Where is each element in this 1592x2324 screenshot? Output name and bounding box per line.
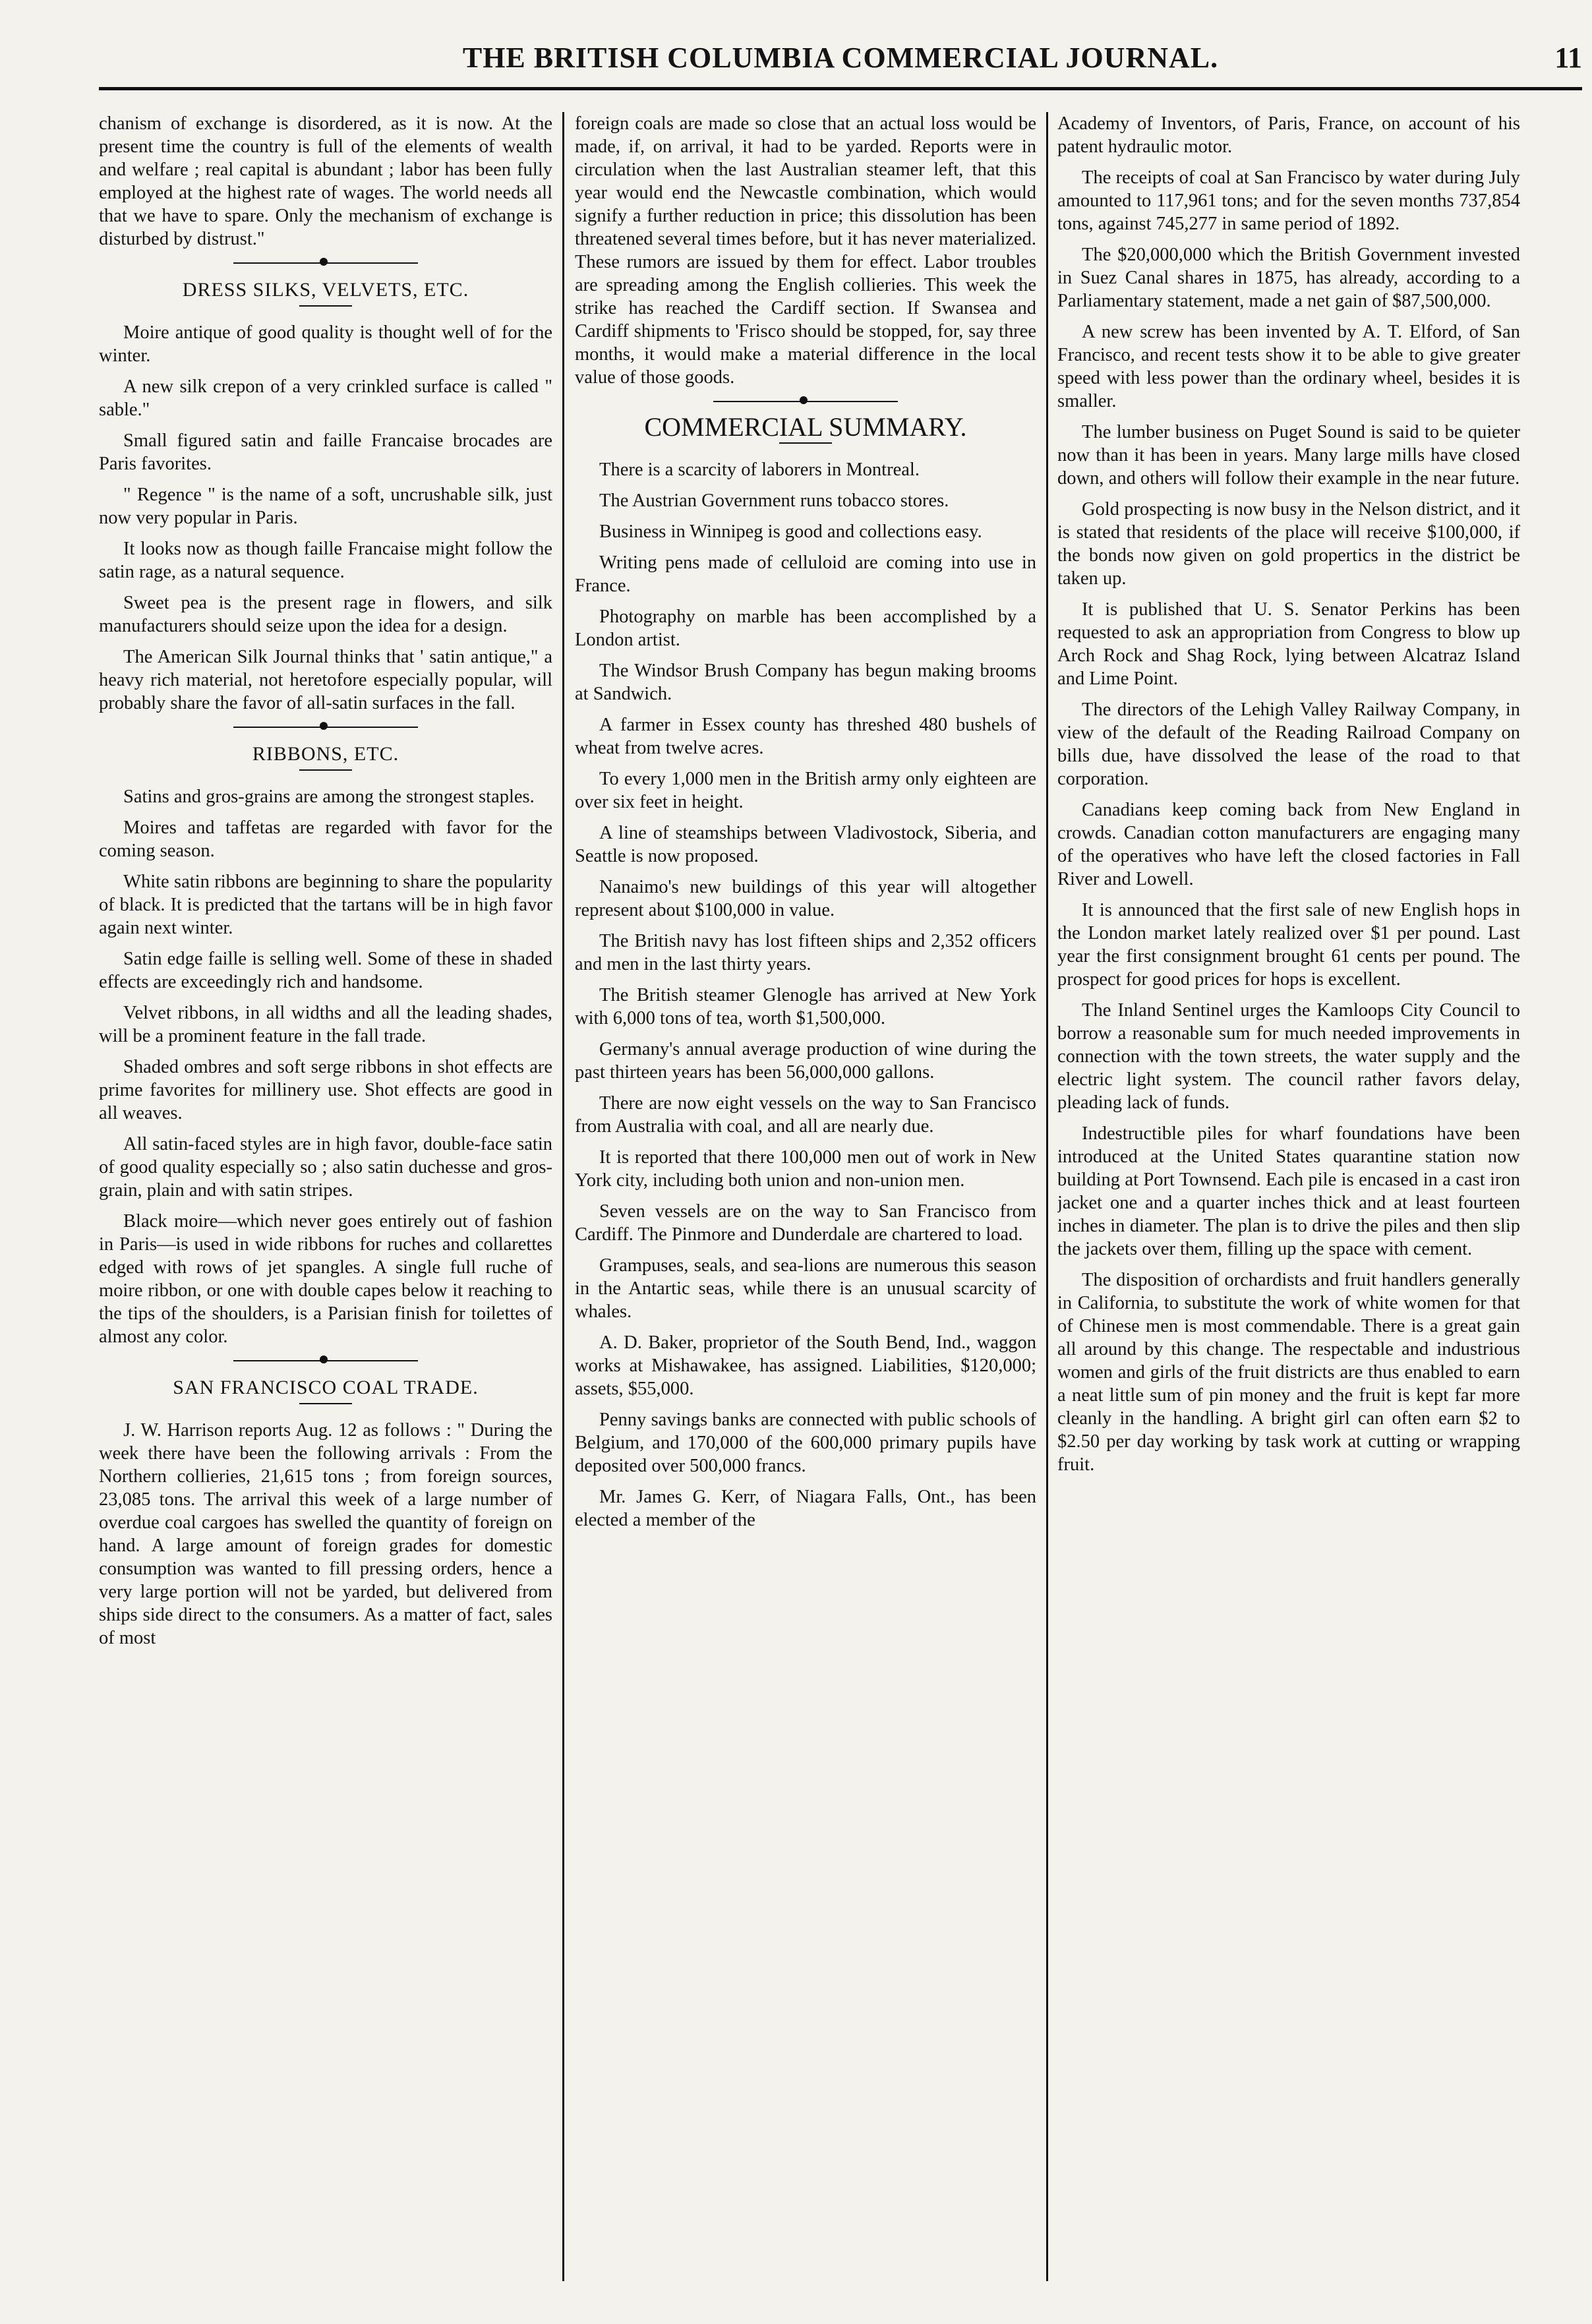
heading-rule <box>299 769 352 771</box>
summary-item: A line of steamships between Vladivostock, Siberia, and Seattle is now proposed. <box>575 823 1036 866</box>
heading-rule <box>779 442 832 444</box>
summary-item: The Windsor Brush Company has begun making brooms at Sandwich. <box>575 661 1036 704</box>
summary-item: The receipts of coal at San Francisco by water during July amounted to 117,961 tons; and for the seven months 737,854 tons, against 745,277 in same period of 1892. <box>1057 167 1520 234</box>
paragraph: J. W. Harrison reports Aug. 12 as follows : " During the week there have been the following arrivals : From the Northern collieries, 21,615 tons ; from foreign sources, 23,085 tons. The arrival this week of a large number of overdue coal cargoes has swelled the quantity of foreign on hand. A large amount of foreign grades for domestic consumption was wanted to fill pressing orders, hence a very large portion will not be yarded, but delivered from ships side direct to the consumers. As a matter of fact, sales of most <box>99 1420 552 1648</box>
summary-item: Nanaimo's new buildings of this year will altogether represent about $100,000 in value. <box>575 877 1036 920</box>
paragraph: Black moire—which never goes entirely out of fashion in Paris—is used in wide ribbons for ruches and collarettes edged with rows of jet spangles. A single full ruche of moire ribbon, or one with double capes below it reaching to the tips of the shoulders, is a Parisian finish for toilettes of almost any color. <box>99 1211 552 1347</box>
paragraph: Sweet pea is the present rage in flowers, and silk manufacturers should seize upon the idea for a design. <box>99 593 552 636</box>
page-number: 11 <box>1554 42 1582 74</box>
summary-item: The directors of the Lehigh Valley Railway Company, in view of the default of the Reading Railroad Company on bills due, have dissolved the lease of the road to that corporation. <box>1057 700 1520 789</box>
section-heading-dress-silks: DRESS SILKS, VELVETS, ETC. <box>182 279 469 301</box>
article-continuation: chanism of exchange is disordered, as it is now. At the present time the country is full of the elements of wealth and welfare ; real capital is abundant ; labor has been fully employed at the highest rate of wages. The world needs all that we have to spare. Only the mechanism of exchange is disturbed by distrust." <box>99 113 552 249</box>
summary-item: A farmer in Essex county has threshed 480 bushels of wheat from twelve acres. <box>575 715 1036 758</box>
section-heading-commercial-summary: COMMERCIAL SUMMARY. <box>644 412 967 442</box>
paragraph: Shaded ombres and soft serge ribbons in shot effects are prime favorites for millinery use. Shot effects are good in all weaves. <box>99 1057 552 1123</box>
paragraph: The American Silk Journal thinks that ' satin antique," a heavy rich material, not heretofore especially popular, will probably share the favor of all-satin surfaces in the fall. <box>99 647 552 713</box>
header-rule <box>99 87 1582 90</box>
paragraph: " Regence " is the name of a soft, uncrushable silk, just now very popular in Paris. <box>99 485 552 528</box>
column-2 <box>575 112 1036 2288</box>
paragraph: White satin ribbons are beginning to share the popularity of black. It is predicted that the tartans will be in high favor again next winter. <box>99 872 552 938</box>
summary-item: The disposition of orchardists and fruit handlers generally in California, to substitute the work of white women for that of Chinese men is most commendable. There is a great gain all around by this change. The respectable and industrious women and girls of the fruit districts are thus enabled to earn a neat little sum of pin money and the fruit is kept far more cleanly in the handling. A bright girl can often earn $2 to $2.50 per day working by task work at cutting or wrapping fruit. <box>1057 1270 1520 1475</box>
paragraph: Small figured satin and faille Francaise brocades are Paris favorites. <box>99 431 552 474</box>
paragraph: Moire antique of good quality is thought well of for the winter. <box>99 322 552 366</box>
summary-item: A new screw has been invented by A. T. Elford, of San Francisco, and recent tests show it to be able to give greater speed with less power than the ordinary wheel, besides it is smaller. <box>1057 322 1520 411</box>
section-divider <box>233 727 418 728</box>
column-3 <box>1057 112 1520 2288</box>
summary-item: Business in Winnipeg is good and collections easy. <box>599 521 982 542</box>
heading-rule <box>299 1403 352 1404</box>
summary-item: It is announced that the first sale of new English hops in the London market lately realized over $1 per pound. Last year the first consignment brought 61 cents per pound. The prospect for good prices for hops is excellent. <box>1057 900 1520 990</box>
section-divider <box>233 262 418 264</box>
column-divider <box>1046 112 1048 2281</box>
paragraph: All satin-faced styles are in high favor, double-face satin of good quality especially so ; also satin duchesse and gros-grain, plain and with satin stripes. <box>99 1134 552 1201</box>
summary-item: Penny savings banks are connected with public schools of Belgium, and 170,000 of the 600,000 primary pupils have deposited over 500,000 francs. <box>575 1410 1036 1476</box>
section-heading-ribbons: RIBBONS, ETC. <box>252 743 399 765</box>
summary-item: Photography on marble has been accomplished by a London artist. <box>575 607 1036 650</box>
summary-item: The lumber business on Puget Sound is said to be quieter now than it has been in years. Many large mills have closed down, and others will follow their example in the near future. <box>1057 422 1520 489</box>
summary-item: It is published that U. S. Senator Perkins has been requested to ask an appropriation from Congress to blow up Arch Rock and Shag Rock, lying between Alcatraz Island and Lime Point. <box>1057 599 1520 689</box>
article-continuation: Academy of Inventors, of Paris, France, on account of his patent hydraulic motor. <box>1057 113 1520 157</box>
column-divider <box>562 112 564 2281</box>
paragraph: Moires and taffetas are regarded with favor for the coming season. <box>99 818 552 861</box>
summary-item: Seven vessels are on the way to San Francisco from Cardiff. The Pinmore and Dunderdale are chartered to load. <box>575 1201 1036 1245</box>
summary-item: Germany's annual average production of wine during the past thirteen years has been 56,000,000 gallons. <box>575 1039 1036 1083</box>
paragraph: A new silk crepon of a very crinkled surface is called " sable." <box>99 376 552 420</box>
summary-item: The British navy has lost fifteen ships and 2,352 officers and men in the last thirty years. <box>575 931 1036 974</box>
summary-item: The Austrian Government runs tobacco stores. <box>599 491 949 511</box>
paragraph: Satin edge faille is selling well. Some of these in shaded effects are exceedingly rich and handsome. <box>99 949 552 992</box>
paragraph: It looks now as though faille Francaise might follow the satin rage, as a natural sequence. <box>99 539 552 582</box>
summary-item: Grampuses, seals, and sea-lions are numerous this season in the Antartic seas, while there is an unusual scarcity of whales. <box>575 1255 1036 1322</box>
summary-item: Mr. James G. Kerr, of Niagara Falls, Ont., has been elected a member of the <box>575 1487 1036 1530</box>
journal-title: THE BRITISH COLUMBIA COMMERCIAL JOURNAL. <box>462 42 1219 74</box>
section-heading-coal-trade: SAN FRANCISCO COAL TRADE. <box>173 1377 479 1398</box>
summary-item: Writing pens made of celluloid are coming into use in France. <box>575 552 1036 596</box>
summary-item: It is reported that there 100,000 men out of work in New York city, including both union and non-union men. <box>575 1147 1036 1191</box>
summary-item: There is a scarcity of laborers in Montreal. <box>599 460 920 480</box>
summary-item: Indestructible piles for wharf foundations have been introduced at the United States quarantine station now building at Port Townsend. Each pile is encased in a cast iron jacket one and a quarter inches thick and at least fourteen inches in diameter. The plan is to drive the piles and then slip the jackets over them, filling up the space with cement. <box>1057 1123 1520 1259</box>
summary-item: The British steamer Glenogle has arrived at New York with 6,000 tons of tea, worth $1,500,000. <box>575 985 1036 1028</box>
summary-item: To every 1,000 men in the British army only eighteen are over six feet in height. <box>575 769 1036 812</box>
section-divider <box>713 401 898 402</box>
paragraph: Satins and gros-grains are among the strongest staples. <box>123 787 535 807</box>
summary-item: The Inland Sentinel urges the Kamloops City Council to borrow a reasonable sum for much needed improvements in connection with the town streets, the water supply and the electric light system. The council rather favors delay, pleading lack of funds. <box>1057 1000 1520 1113</box>
summary-item: The $20,000,000 which the British Government invested in Suez Canal shares in 1875, has already, according to a Parliamentary statement, made a net gain of $87,500,000. <box>1057 245 1520 311</box>
article-continuation: foreign coals are made so close that an actual loss would be made, if, on arrival, it had to be yarded. Reports were in circulation when the last Australian steamer left, that this year would end the Newcastle combination, which would signify a further reduction in price; this dissolution has been threatened several times before, but it has never materialized. These rumors are issued by them for effect. Labor troubles are spreading among the English collieries. This week the strike has reached the Cardiff section. If Swansea and Cardiff shipments to 'Frisco should be stopped, for, say three months, it would make a material difference in the local value of those goods. <box>575 113 1036 388</box>
paragraph: Velvet ribbons, in all widths and all the leading shades, will be a prominent feature in the fall trade. <box>99 1003 552 1046</box>
summary-item: Canadians keep coming back from New England in crowds. Canadian cotton manufacturers are engaging many of the operatives who have left the closed factories in Fall River and Lowell. <box>1057 800 1520 889</box>
page-header <box>99 41 1582 87</box>
summary-item: A. D. Baker, proprietor of the South Bend, Ind., waggon works at Mishawakee, has assigned. Liabilities, $120,000; assets, $55,000. <box>575 1332 1036 1399</box>
column-1 <box>99 112 552 2288</box>
section-divider <box>233 1360 418 1361</box>
heading-rule <box>299 305 352 307</box>
summary-item: There are now eight vessels on the way to San Francisco from Australia with coal, and all are nearly due. <box>575 1093 1036 1137</box>
summary-item: Gold prospecting is now busy in the Nelson district, and it is stated that residents of the place will receive $100,000, if the bonds now given on gold propertics in the district be taken up. <box>1057 499 1520 589</box>
